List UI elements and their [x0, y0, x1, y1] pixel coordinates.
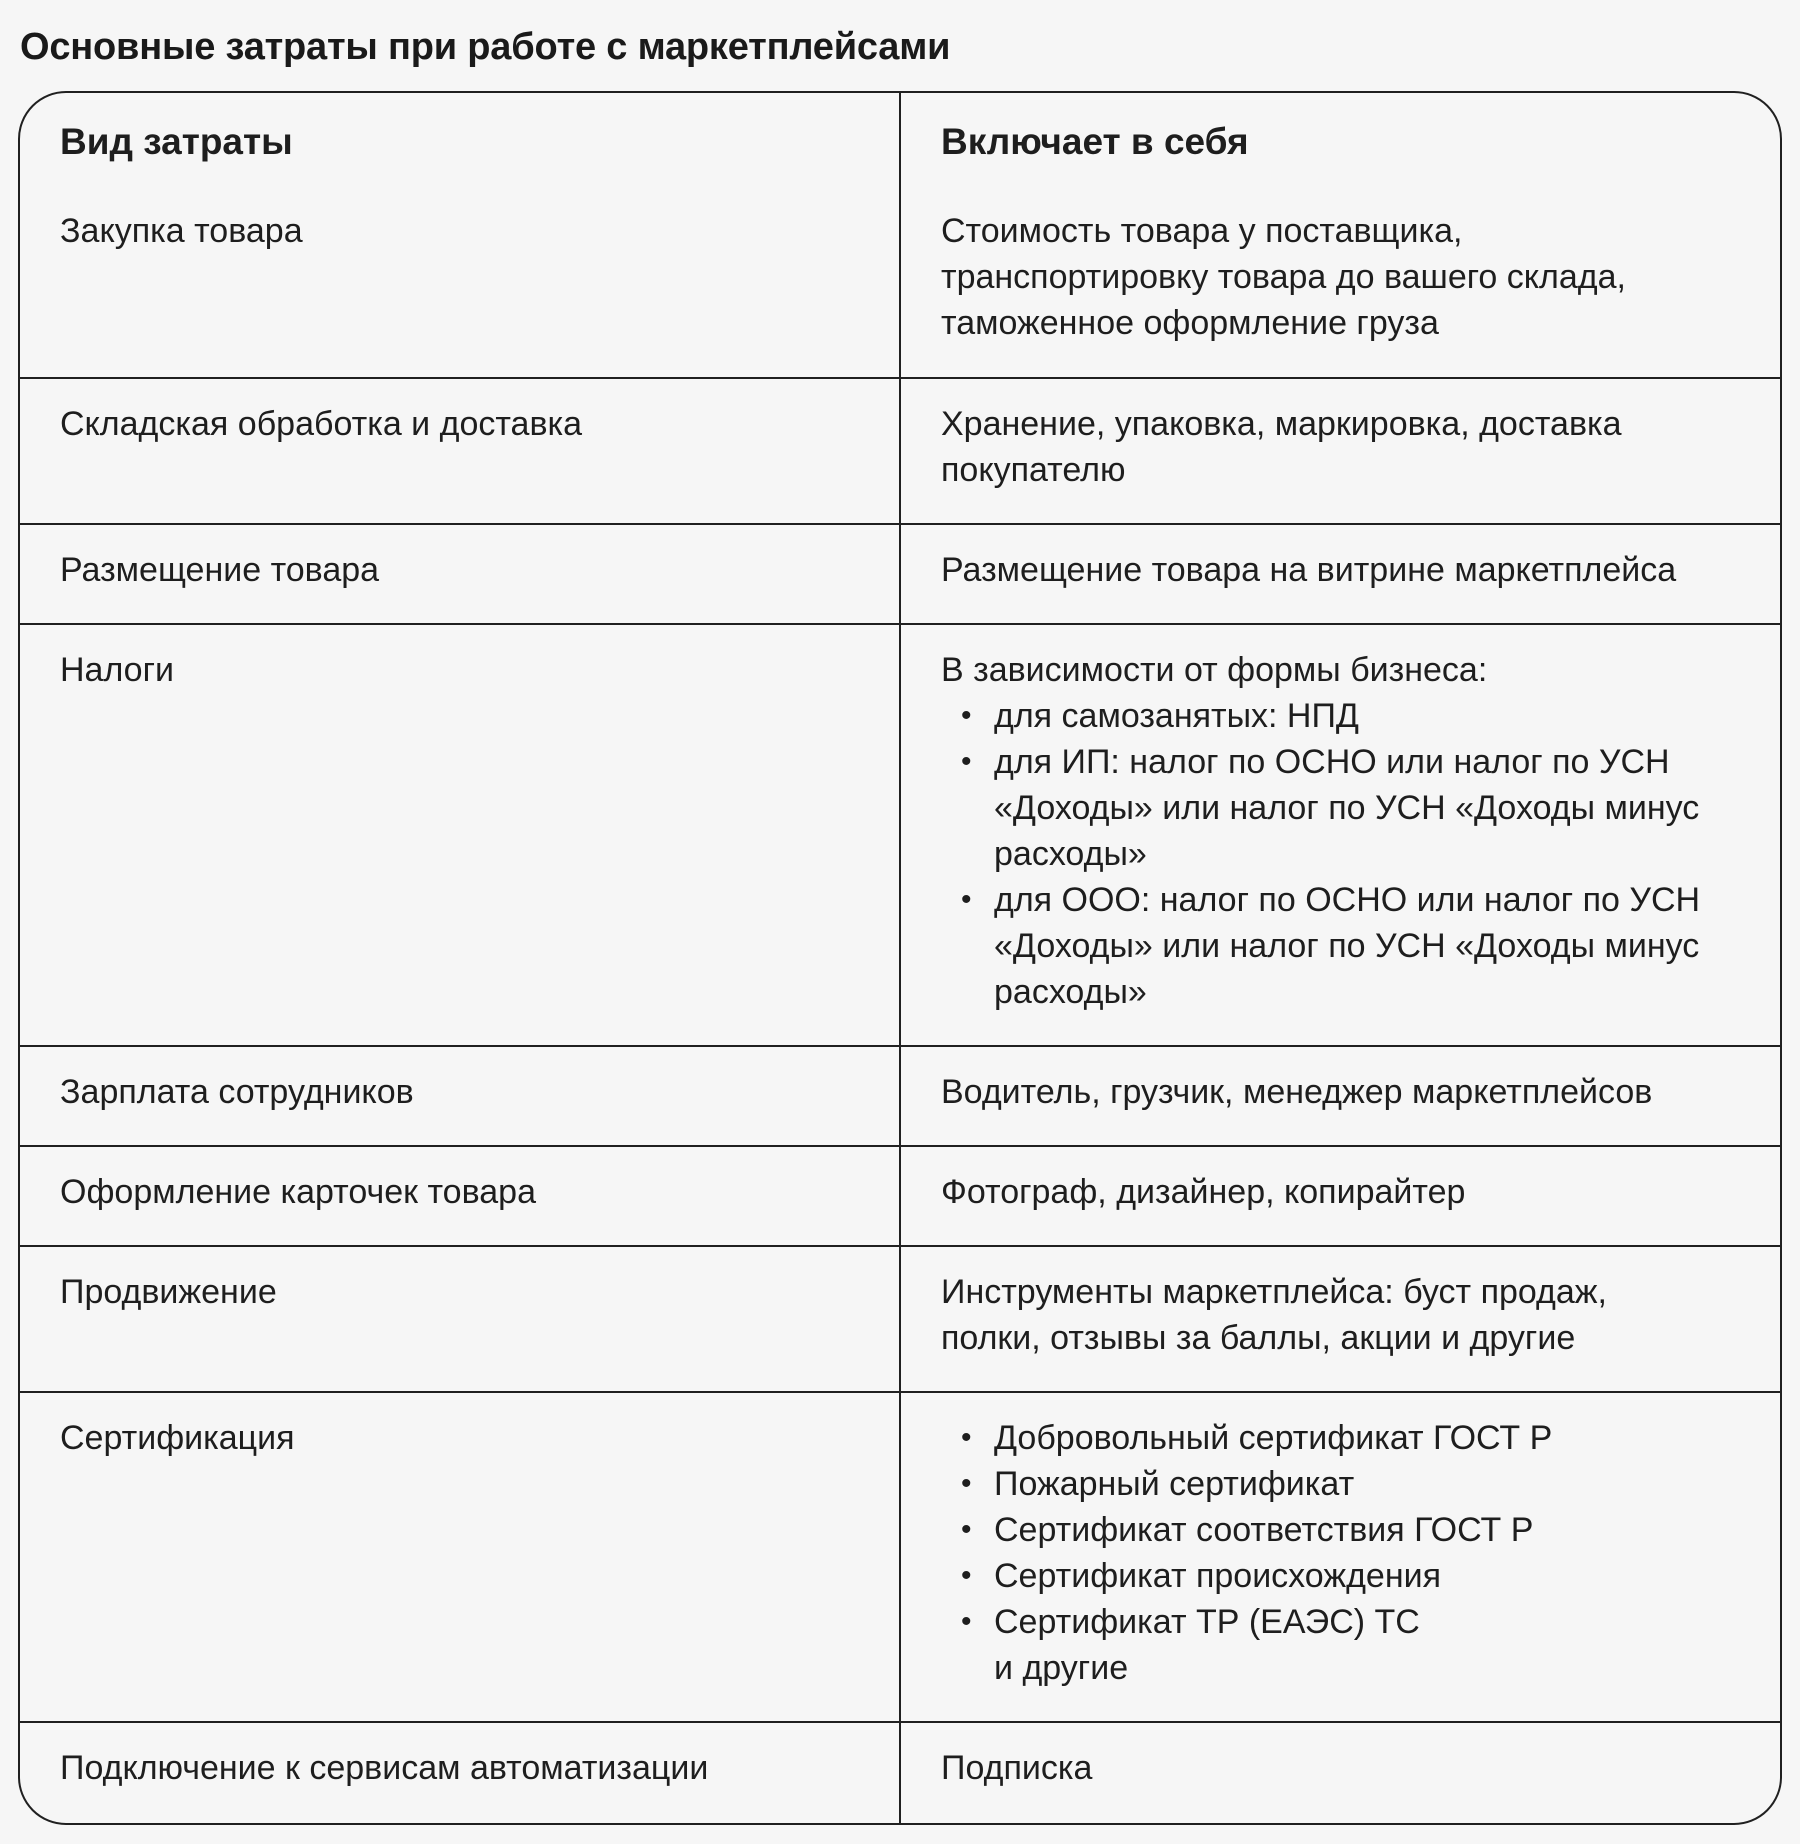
bullet-dot-icon: • — [961, 883, 972, 916]
includes-cell — [900, 1722, 1780, 1825]
includes-cell — [900, 524, 1780, 624]
costs-table — [20, 93, 1780, 1825]
cost-type-cell: Налоги — [20, 624, 900, 1046]
includes-line: Подписка — [941, 1749, 1093, 1787]
list-item — [961, 877, 1746, 1015]
includes-line: Водитель, грузчик, менеджер маркетплейсов — [941, 1073, 1653, 1111]
includes-cell — [900, 378, 1780, 524]
costs-table-frame — [18, 91, 1782, 1825]
list-item-line: Сертификат соответствия ГОСТ Р — [994, 1511, 1534, 1549]
table-row — [20, 524, 1780, 624]
includes-cell — [900, 1146, 1780, 1246]
bullet-dot-icon: • — [961, 699, 972, 732]
list-item — [961, 739, 1746, 877]
cost-type-cell: Размещение товара — [20, 524, 900, 624]
bullet-dot-icon: • — [961, 1513, 972, 1546]
list-item — [961, 1415, 1746, 1461]
includes-line: таможенное оформление груза — [941, 304, 1439, 342]
includes-line: Хранение, упаковка, маркировка, доставка — [941, 405, 1622, 443]
table-row — [20, 1046, 1780, 1146]
bullet-dot-icon: • — [961, 745, 972, 778]
includes-cell — [900, 1046, 1780, 1146]
list-item — [961, 1599, 1746, 1645]
list-item-line: расходы» — [994, 973, 1147, 1011]
list-item-line: Сертификат ТР (ЕАЭС) ТС — [994, 1603, 1420, 1641]
cost-type-cell: Сертификация — [20, 1392, 900, 1722]
page-title: Основные затраты при работе с маркетплейсами — [20, 26, 951, 68]
includes-intro: В зависимости от формы бизнеса: — [941, 651, 1488, 689]
list-item-line: для ИП: налог по ОСНО или налог по УСН — [994, 743, 1670, 781]
list-item-line: для ООО: налог по ОСНО или налог по УСН — [994, 881, 1701, 919]
list-item-line: для самозанятых: НПД — [994, 697, 1359, 735]
list-item — [961, 1553, 1746, 1599]
list-item-line: Пожарный сертификат — [994, 1465, 1355, 1503]
cost-type-cell: Зарплата сотрудников — [20, 1046, 900, 1146]
includes-cell — [900, 624, 1780, 1046]
includes-cell — [900, 1246, 1780, 1392]
taxes-list — [941, 693, 1746, 1015]
bullet-dot-icon: • — [961, 1421, 972, 1454]
header-includes: Включает в себя — [941, 121, 1249, 162]
list-item — [961, 1507, 1746, 1553]
includes-cell — [900, 186, 1780, 378]
table-row — [20, 378, 1780, 524]
bullet-dot-icon: • — [961, 1467, 972, 1500]
table-row — [20, 1246, 1780, 1392]
certification-list — [941, 1415, 1746, 1645]
includes-line: полки, отзывы за баллы, акции и другие — [941, 1319, 1576, 1357]
cost-type-cell: Подключение к сервисам автоматизации — [20, 1722, 900, 1825]
header-cost-type: Вид затраты — [20, 93, 900, 186]
includes-line: покупателю — [941, 451, 1126, 489]
table-row — [20, 1146, 1780, 1246]
cost-type-cell: Закупка товара — [20, 186, 900, 378]
table-row — [20, 1722, 1780, 1825]
cost-type-cell: Продвижение — [20, 1246, 900, 1392]
cost-type-cell: Складская обработка и доставка — [20, 378, 900, 524]
list-item-line: «Доходы» или налог по УСН «Доходы минус — [994, 927, 1700, 965]
includes-line: Инструменты маркетплейса: буст продаж, — [941, 1273, 1607, 1311]
includes-line: Фотограф, дизайнер, копирайтер — [941, 1173, 1466, 1211]
list-item — [961, 1461, 1746, 1507]
list-item-line: «Доходы» или налог по УСН «Доходы минус — [994, 789, 1700, 827]
bullet-dot-icon: • — [961, 1559, 972, 1592]
list-item-line: Сертификат происхождения — [994, 1557, 1441, 1595]
list-item-line: расходы» — [994, 835, 1147, 873]
list-item-line: Добровольный сертификат ГОСТ Р — [994, 1419, 1553, 1457]
list-item — [961, 693, 1746, 739]
includes-line: Размещение товара на витрине маркетплейса — [941, 551, 1677, 589]
includes-cell — [900, 1392, 1780, 1722]
includes-line: Стоимость товара у поставщика, — [941, 212, 1463, 250]
bullet-dot-icon: • — [961, 1605, 972, 1638]
table-row — [20, 186, 1780, 378]
cost-type-cell: Оформление карточек товара — [20, 1146, 900, 1246]
table-row — [20, 1392, 1780, 1722]
table-header-row — [20, 93, 1780, 186]
list-tail: и другие — [994, 1649, 1129, 1687]
table-row — [20, 624, 1780, 1046]
includes-line: транспортировку товара до вашего склада, — [941, 258, 1626, 296]
